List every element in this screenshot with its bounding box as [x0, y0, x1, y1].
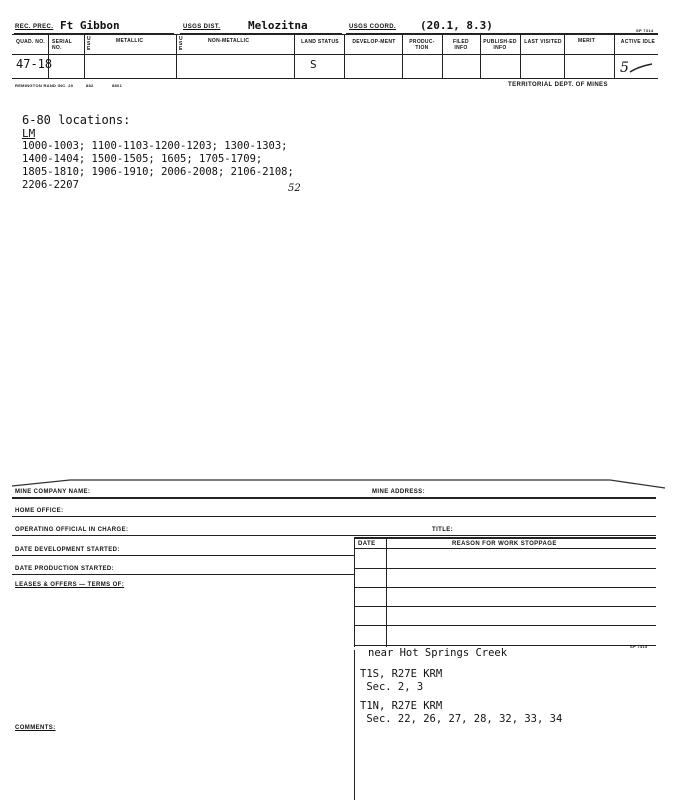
- initials-mark: 52: [288, 183, 301, 194]
- filed-info-label: FILED INFO: [453, 39, 469, 51]
- quad-no-label: QUAD. NO.: [16, 39, 46, 45]
- usgs-coord-value: (20.1, 8.3): [420, 19, 493, 32]
- mine-address-label: MINE ADDRESS:: [372, 489, 425, 495]
- usgs-coord-label: USGS COORD.: [349, 24, 397, 30]
- notes-block1-line2: Sec. 2, 3: [360, 681, 424, 693]
- card-fold-edge: [10, 468, 670, 498]
- locations-line-1: 1000-1003; 1100-1103-1200-1203; 1300-1303;: [22, 140, 288, 152]
- usgs-dist-label: USGS DIST.: [183, 24, 221, 30]
- comments-label: COMMENTS:: [15, 725, 56, 731]
- date-production-label: DATE PRODUCTION STARTED:: [15, 566, 115, 572]
- form-number-bottom: SP 7415: [630, 644, 648, 649]
- active-idle-mark: 5: [620, 60, 629, 76]
- mine-company-name-label: MINE COMPANY NAME:: [15, 489, 91, 495]
- use-non-metallic-label: U S E: [179, 36, 183, 53]
- merit-label: MERIT: [578, 38, 596, 44]
- published-info-label: PUBLISH-ED INFO: [483, 39, 517, 51]
- date-development-label: DATE DEVELOPMENT STARTED:: [15, 547, 120, 553]
- home-office-label: HOME OFFICE:: [15, 508, 64, 514]
- serial-no-label: SERIAL NO.: [52, 39, 73, 51]
- last-visited-label: LAST VISITED: [524, 39, 562, 45]
- locations-heading: 6-80 locations:: [22, 113, 131, 127]
- quad-serial-value: 47-18: [16, 57, 53, 71]
- leases-label: LEASES & OFFERS — TERMS OF:: [15, 582, 125, 588]
- metallic-label: METALLIC: [116, 38, 144, 44]
- active-idle-label: ACTIVE IDLE: [620, 39, 656, 45]
- locations-line-4: 2206-2207: [22, 179, 79, 191]
- notes-block1-line1: T1S, R27E KRM: [360, 668, 443, 680]
- development-label: DEVELOP-MENT: [352, 39, 396, 45]
- title-label: TITLE:: [432, 527, 454, 533]
- locations-subheading: LM: [22, 127, 36, 140]
- land-status-value: S: [310, 58, 317, 71]
- printer-code-1: 882: [86, 83, 94, 88]
- operating-official-label: OPERATING OFFICIAL IN CHARGE:: [15, 527, 129, 533]
- notes-block2-line1: T1N, R27E KRM: [360, 700, 443, 712]
- notes-line-1: near Hot Springs Creek: [368, 647, 508, 659]
- department-label: TERRITORIAL DEPT. OF MINES: [508, 82, 608, 88]
- non-metallic-label: NON-METALLIC: [208, 38, 250, 44]
- notes-block2-line2: Sec. 22, 26, 27, 28, 32, 33, 34: [360, 713, 563, 725]
- date-col-label: DATE: [358, 541, 376, 547]
- use-metallic-label: U S E: [87, 36, 91, 53]
- printer-code-2: 8801: [112, 83, 123, 88]
- locations-line-3: 1805-1810; 1906-1910; 2006-2008; 2106-2108;: [22, 166, 294, 178]
- rec-prec-label: REC. PREC.: [15, 24, 54, 30]
- form-number-top: SP 7314: [636, 28, 654, 33]
- production-label: PRODUC-TION: [409, 39, 435, 51]
- locations-line-2: 1400-1404; 1500-1505; 1605; 1705-1709;: [22, 153, 263, 165]
- printer-line: REMINGTON RAND INC. 20: [15, 83, 74, 88]
- pen-mark-icon: [628, 60, 656, 76]
- rec-prec-value: Ft Gibbon: [60, 19, 120, 32]
- land-status-label: LAND STATUS: [301, 39, 339, 45]
- reason-col-label: REASON FOR WORK STOPPAGE: [452, 541, 557, 547]
- usgs-dist-value: Melozitna: [248, 19, 308, 32]
